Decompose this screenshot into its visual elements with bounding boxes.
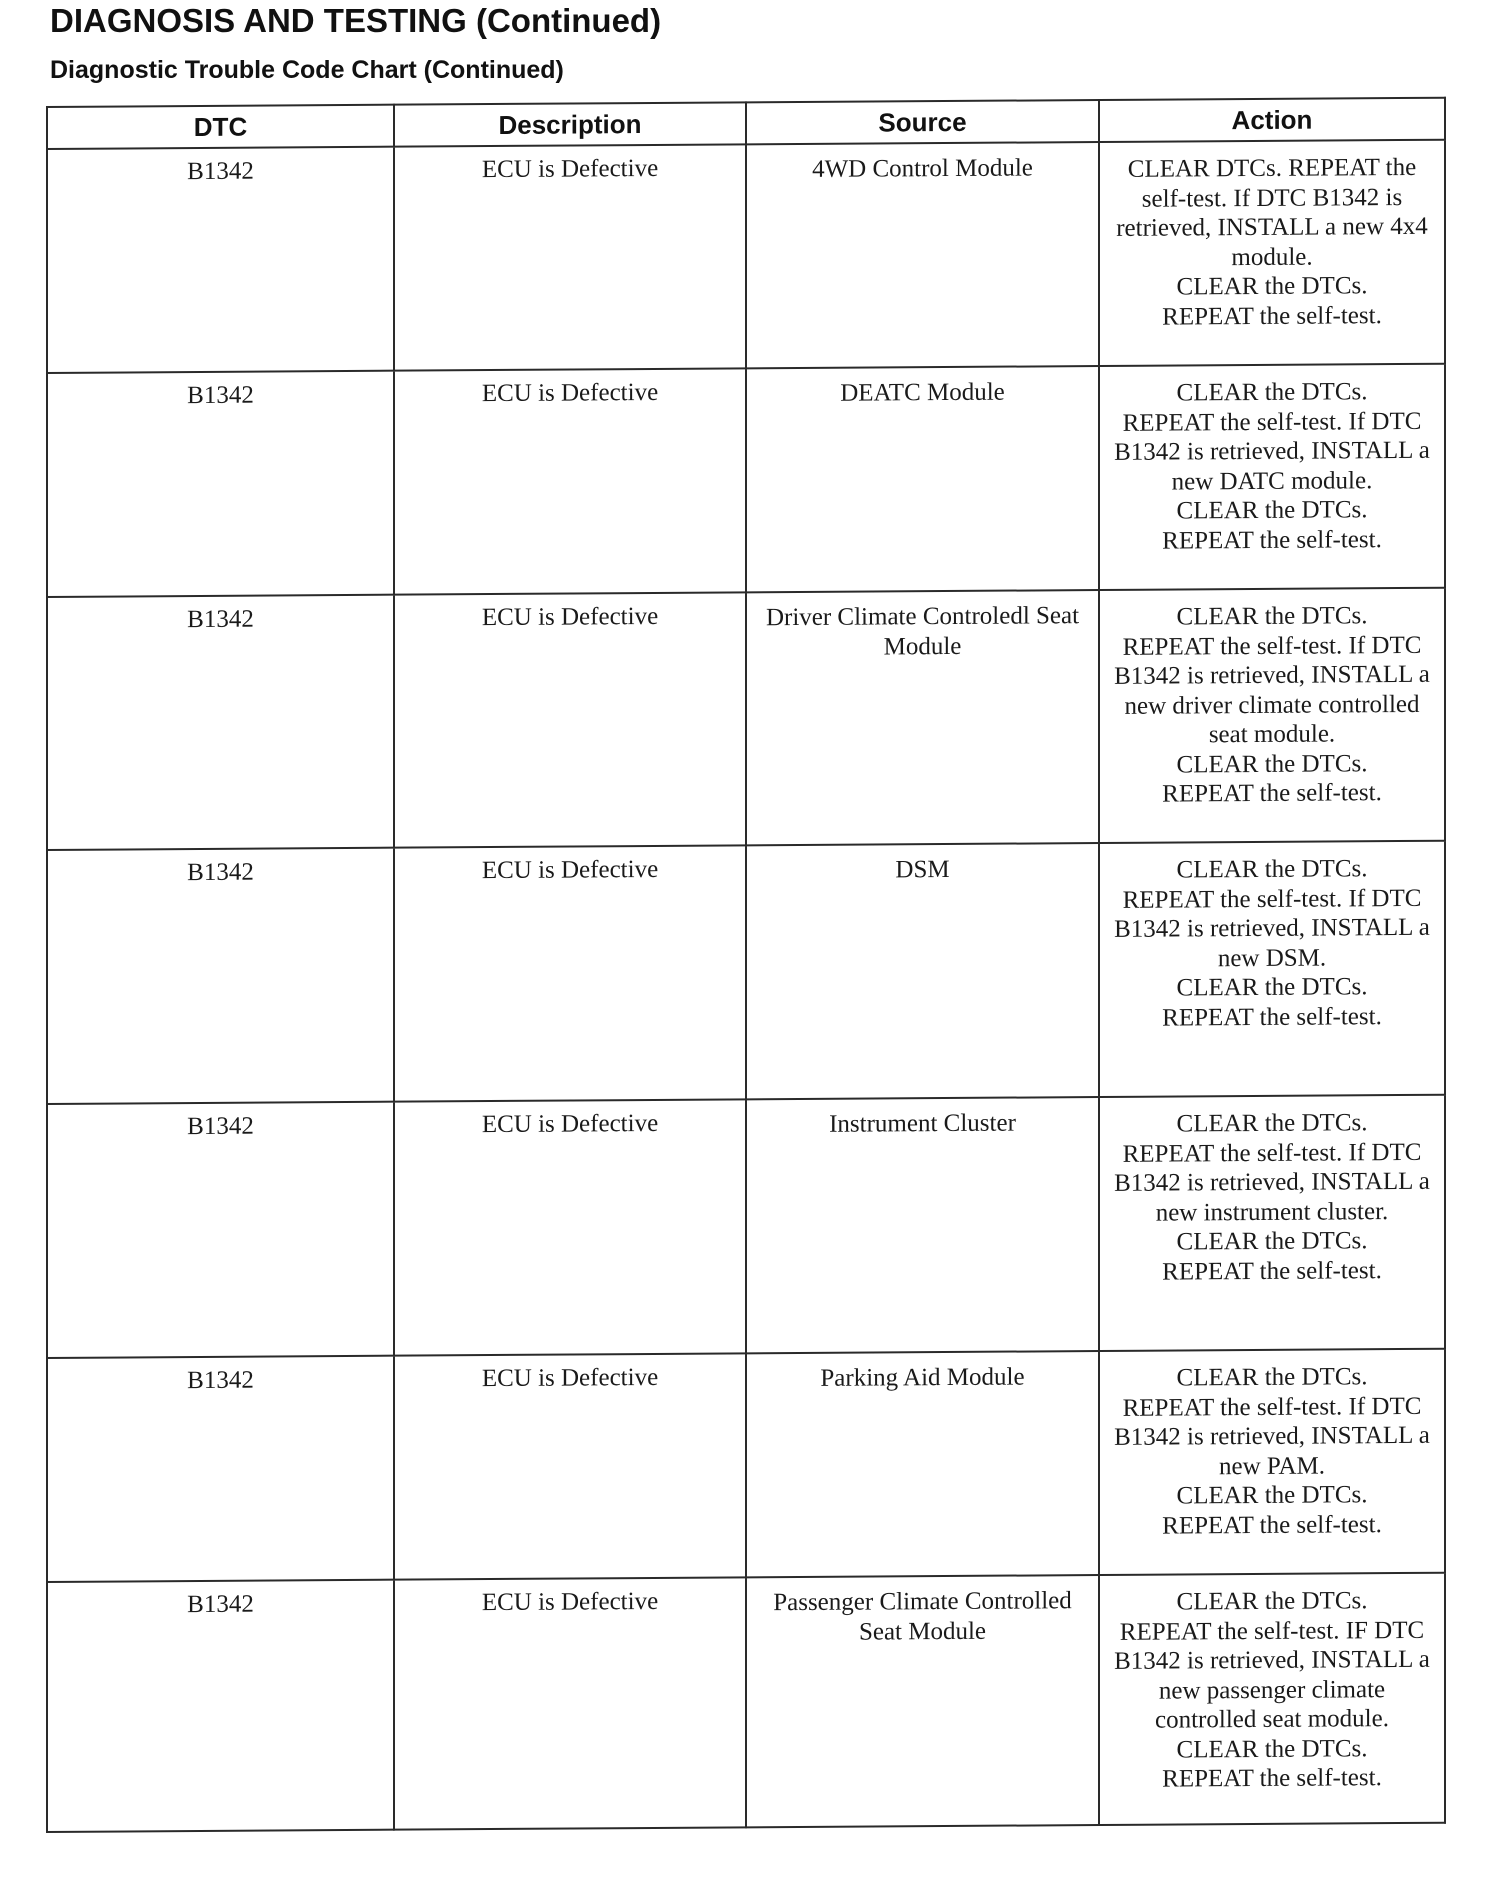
description-cell (394, 1577, 746, 1829)
source-text: Parking Aid Module (820, 1363, 1025, 1392)
page-title: DIAGNOSIS AND TESTING (Continued) (50, 2, 662, 39)
source-cell (746, 1575, 1099, 1827)
table-row (47, 1095, 1445, 1358)
source-cell (746, 590, 1099, 845)
dtc-cell (47, 595, 394, 850)
dtc-cell (47, 371, 394, 597)
action-cell (1099, 841, 1445, 1097)
source-text: DSM (895, 856, 950, 884)
source-cell (746, 843, 1099, 1099)
action-cell (1099, 364, 1445, 590)
description-cell (394, 144, 746, 370)
dtc-cell (47, 1356, 394, 1582)
source-cell (746, 366, 1099, 592)
source-text: 4WD Control Module (812, 154, 1033, 183)
description-cell (394, 1353, 746, 1579)
action-cell (1099, 588, 1445, 843)
description-cell (394, 592, 746, 847)
dtc-code: B1342 (187, 157, 254, 186)
dtc-code: B1342 (187, 605, 254, 634)
table-row (47, 364, 1445, 597)
action-text: CLEAR the DTCs. REPEAT the self-test. IF DTC B1342 is retrieved, INSTALL a new passenger climate controlled seat module. CLEAR the DTCs. REPEAT the self-test. (1114, 1587, 1430, 1793)
dtc-code: B1342 (187, 858, 254, 887)
source-cell (746, 142, 1099, 368)
table-row (47, 1573, 1445, 1832)
dtc-code: B1342 (187, 1112, 254, 1141)
action-cell (1099, 1095, 1445, 1351)
action-text: CLEAR the DTCs. REPEAT the self-test. If DTC B1342 is retrieved, INSTALL a new driver climate controlled seat module. CLEAR the DTCs. REPEAT the self-test. (1114, 602, 1430, 808)
action-cell (1099, 140, 1445, 366)
description-text: ECU is Defective (481, 855, 659, 885)
dtc-cell (47, 848, 394, 1104)
description-text: ECU is Defective (481, 1109, 659, 1139)
dtc-cell (47, 1580, 394, 1832)
action-cell (1099, 1573, 1445, 1825)
description-text: ECU is Defective (481, 1363, 659, 1393)
table-row (47, 841, 1445, 1104)
action-text: CLEAR the DTCs. REPEAT the self-test. If DTC B1342 is retrieved, INSTALL a new instrument cluster. CLEAR the DTCs. REPEAT the self-test. (1114, 1109, 1430, 1286)
description-text: ECU is Defective (481, 1587, 659, 1617)
table-row (47, 1349, 1445, 1582)
column-header-dtc: DTC (47, 105, 394, 149)
table-body (47, 140, 1445, 1832)
description-text: ECU is Defective (481, 378, 659, 408)
dtc-code: B1342 (187, 1590, 254, 1619)
source-text: Instrument Cluster (829, 1109, 1016, 1138)
description-cell (394, 368, 746, 594)
action-text: CLEAR the DTCs. REPEAT the self-test. If DTC B1342 is retrieved, INSTALL a new PAM. CLEAR the DTCs. REPEAT the self-test. (1114, 1363, 1430, 1540)
description-text: ECU is Defective (481, 602, 659, 632)
action-text: CLEAR the DTCs. REPEAT the self-test. If DTC B1342 is retrieved, INSTALL a new DATC module. CLEAR the DTCs. REPEAT the self-test. (1114, 378, 1430, 555)
table-row (47, 588, 1445, 850)
description-cell (394, 1099, 746, 1355)
dtc-code: B1342 (187, 381, 254, 410)
source-cell (746, 1351, 1099, 1577)
dtc-chart-table (46, 97, 1446, 1833)
action-cell (1099, 1349, 1445, 1575)
source-cell (746, 1097, 1099, 1353)
column-header-source: Source (746, 100, 1099, 144)
dtc-code: B1342 (187, 1366, 254, 1395)
dtc-cell (47, 1102, 394, 1358)
source-text: Passenger Climate Controlled Seat Module (773, 1587, 1072, 1646)
description-text: ECU is Defective (481, 154, 659, 184)
description-cell (394, 845, 746, 1101)
action-text: CLEAR the DTCs. REPEAT the self-test. If DTC B1342 is retrieved, INSTALL a new DSM. CLEAR the DTCs. REPEAT the self-test. (1114, 855, 1430, 1032)
source-text: Driver Climate Controledl Seat Module (765, 602, 1080, 661)
table-row (47, 140, 1445, 373)
dtc-cell (47, 147, 394, 373)
column-header-description: Description (394, 102, 746, 146)
section-title: Diagnostic Trouble Code Chart (Continued) (50, 56, 564, 84)
column-header-action: Action (1099, 98, 1445, 142)
source-text: DEATC Module (840, 378, 1005, 407)
action-text: CLEAR DTCs. REPEAT the self-test. If DTC B1342 is retrieved, INSTALL a new 4x4 module. CLEAR the DTCs. REPEAT the self-test. (1116, 153, 1428, 331)
